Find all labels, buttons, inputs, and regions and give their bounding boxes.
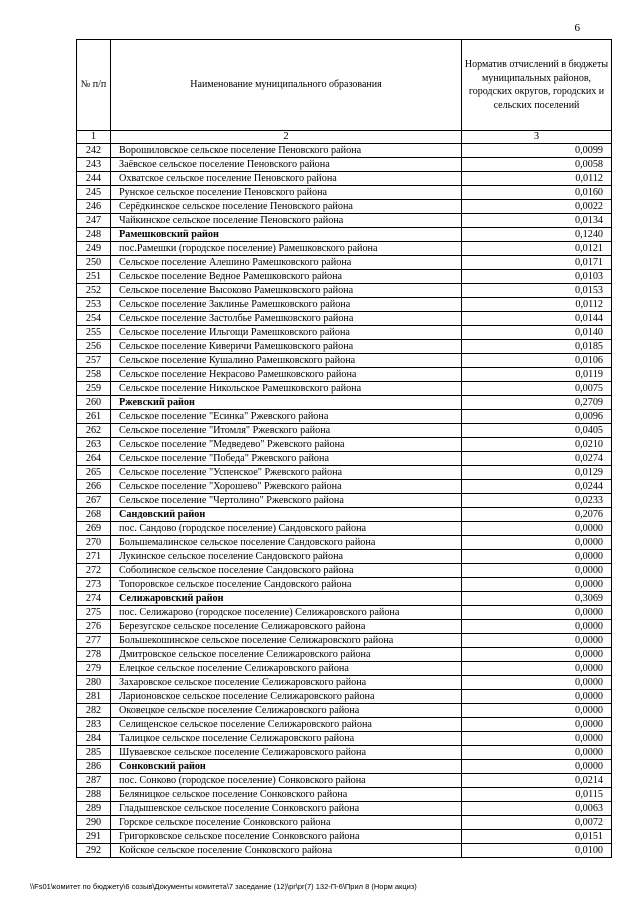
municipality-name: пос. Сонково (городское поселение) Сонковского района <box>111 774 462 788</box>
table-row <box>77 844 612 858</box>
municipality-name: Лукинское сельское поселение Сандовского района <box>111 550 462 564</box>
municipality-name: пос. Сандово (городское поселение) Сандовского района <box>111 522 462 536</box>
table-row <box>77 312 612 326</box>
municipality-name: Сельское поселение "Медведево" Ржевского района <box>111 438 462 452</box>
table-row <box>77 648 612 662</box>
municipality-name: Захаровское сельское поселение Селижаровского района <box>111 676 462 690</box>
normative-value: 0,0134 <box>462 214 612 228</box>
municipality-name: Дмитровское сельское поселение Селижаровского района <box>111 648 462 662</box>
column-number-row <box>77 131 612 144</box>
municipality-name: Большемалинское сельское поселение Сандовского района <box>111 536 462 550</box>
normative-value: 0,0000 <box>462 732 612 746</box>
normative-value: 0,0072 <box>462 816 612 830</box>
table-row <box>77 466 612 480</box>
municipality-name: пос.Рамешки (городское поселение) Рамешковского района <box>111 242 462 256</box>
municipality-name: Талицкое сельское поселение Селижаровского района <box>111 732 462 746</box>
normative-value: 0,0119 <box>462 368 612 382</box>
table-row <box>77 578 612 592</box>
table-row <box>77 368 612 382</box>
normative-value: 0,0000 <box>462 662 612 676</box>
municipality-name: Сельское поселение Алешино Рамешковского района <box>111 256 462 270</box>
table-row <box>77 606 612 620</box>
district-row <box>77 760 612 774</box>
municipality-name: Сельское поселение Заклинье Рамешковского района <box>111 298 462 312</box>
table-row <box>77 522 612 536</box>
normative-value: 0,0121 <box>462 242 612 256</box>
normative-value: 0,0000 <box>462 620 612 634</box>
municipality-name: Гладышевское сельское поселение Сонковского района <box>111 802 462 816</box>
table-row <box>77 452 612 466</box>
municipality-name: Сельское поселение Киверичи Рамешковского района <box>111 340 462 354</box>
municipality-name: Сельское поселение Ильгощи Рамешковского района <box>111 326 462 340</box>
normative-value: 0,0171 <box>462 256 612 270</box>
row-number: 267 <box>77 494 111 508</box>
table-row <box>77 242 612 256</box>
municipality-name: Григорковское сельское поселение Сонковского района <box>111 830 462 844</box>
normative-value: 0,0144 <box>462 312 612 326</box>
table-row <box>77 172 612 186</box>
table-row <box>77 214 612 228</box>
municipality-name: Койское сельское поселение Сонковского района <box>111 844 462 858</box>
row-number: 257 <box>77 354 111 368</box>
normative-value: 0,1240 <box>462 228 612 242</box>
row-number: 265 <box>77 466 111 480</box>
table-row <box>77 662 612 676</box>
row-number: 277 <box>77 634 111 648</box>
normative-value: 0,0210 <box>462 438 612 452</box>
normative-value: 0,0058 <box>462 158 612 172</box>
row-number: 270 <box>77 536 111 550</box>
municipality-name: Сельское поселение "Чертолино" Ржевского района <box>111 494 462 508</box>
municipality-name: Горское сельское поселение Сонковского района <box>111 816 462 830</box>
normatives-table <box>76 39 612 858</box>
row-number: 245 <box>77 186 111 200</box>
table-row <box>77 438 612 452</box>
table-row <box>77 200 612 214</box>
table-row <box>77 340 612 354</box>
municipality-name: Сельское поселение Никольское Рамешковского района <box>111 382 462 396</box>
table-row <box>77 480 612 494</box>
district-row <box>77 508 612 522</box>
municipality-name: Ржевский район <box>111 396 462 410</box>
normative-value: 0,0129 <box>462 466 612 480</box>
row-number: 289 <box>77 802 111 816</box>
municipality-name: пос. Селижарово (городское поселение) Селижаровского района <box>111 606 462 620</box>
row-number: 274 <box>77 592 111 606</box>
row-number: 271 <box>77 550 111 564</box>
table-row <box>77 410 612 424</box>
row-number: 251 <box>77 270 111 284</box>
normative-value: 0,0000 <box>462 690 612 704</box>
normative-value: 0,0214 <box>462 774 612 788</box>
row-number: 258 <box>77 368 111 382</box>
table-row <box>77 158 612 172</box>
normative-value: 0,0000 <box>462 606 612 620</box>
row-number: 264 <box>77 452 111 466</box>
table-row <box>77 746 612 760</box>
normative-value: 0,0153 <box>462 284 612 298</box>
column-number: 1 <box>77 131 111 144</box>
table-row <box>77 382 612 396</box>
municipality-name: Селищенское сельское поселение Селижаровского района <box>111 718 462 732</box>
normative-value: 0,0099 <box>462 144 612 158</box>
row-number: 261 <box>77 410 111 424</box>
municipality-name: Елецкое сельское поселение Селижаровского района <box>111 662 462 676</box>
normative-value: 0,0244 <box>462 480 612 494</box>
municipality-name: Сельское поселение "Есинка" Ржевского района <box>111 410 462 424</box>
municipality-name: Сельское поселение Высоково Рамешковского района <box>111 284 462 298</box>
normative-value: 0,0000 <box>462 634 612 648</box>
municipality-name: Селижаровский район <box>111 592 462 606</box>
row-number: 279 <box>77 662 111 676</box>
normative-value: 0,0000 <box>462 648 612 662</box>
municipality-name: Сельское поселение Ведное Рамешковского района <box>111 270 462 284</box>
table-header-row <box>77 40 612 131</box>
table-row <box>77 354 612 368</box>
district-row <box>77 396 612 410</box>
municipality-name: Беляницкое сельское поселение Сонковского района <box>111 788 462 802</box>
header-normative: Норматив отчислений в бюджеты муниципальных районов, городских округов, городских и сельских поселений <box>462 40 612 131</box>
table-row <box>77 298 612 312</box>
table-row <box>77 718 612 732</box>
row-number: 287 <box>77 774 111 788</box>
row-number: 285 <box>77 746 111 760</box>
normative-value: 0,3069 <box>462 592 612 606</box>
normative-value: 0,0100 <box>462 844 612 858</box>
row-number: 242 <box>77 144 111 158</box>
row-number: 259 <box>77 382 111 396</box>
row-number: 252 <box>77 284 111 298</box>
municipality-name: Шуваевское сельское поселение Селижаровского района <box>111 746 462 760</box>
row-number: 276 <box>77 620 111 634</box>
row-number: 284 <box>77 732 111 746</box>
municipality-name: Ларионовское сельское поселение Селижаровского района <box>111 690 462 704</box>
table-row <box>77 326 612 340</box>
table-row <box>77 270 612 284</box>
row-number: 278 <box>77 648 111 662</box>
normative-value: 0,0000 <box>462 746 612 760</box>
table-row <box>77 284 612 298</box>
page-number: 6 <box>574 22 580 34</box>
normative-value: 0,0022 <box>462 200 612 214</box>
municipality-name: Сельское поселение "Хорошево" Ржевского района <box>111 480 462 494</box>
row-number: 282 <box>77 704 111 718</box>
row-number: 268 <box>77 508 111 522</box>
row-number: 246 <box>77 200 111 214</box>
table-row <box>77 676 612 690</box>
normative-value: 0,0115 <box>462 788 612 802</box>
row-number: 272 <box>77 564 111 578</box>
row-number: 283 <box>77 718 111 732</box>
normative-value: 0,0096 <box>462 410 612 424</box>
row-number: 288 <box>77 788 111 802</box>
municipality-name: Охватское сельское поселение Пеновского района <box>111 172 462 186</box>
column-number: 3 <box>462 131 612 144</box>
table-row <box>77 494 612 508</box>
table-row <box>77 550 612 564</box>
row-number: 290 <box>77 816 111 830</box>
normative-value: 0,0063 <box>462 802 612 816</box>
normative-value: 0,0000 <box>462 578 612 592</box>
table-row <box>77 256 612 270</box>
normative-value: 0,0000 <box>462 536 612 550</box>
normative-value: 0,2709 <box>462 396 612 410</box>
normative-value: 0,0000 <box>462 550 612 564</box>
table-body <box>77 144 612 858</box>
normative-value: 0,0233 <box>462 494 612 508</box>
table-row <box>77 424 612 438</box>
municipality-name: Сельское поселение "Успенское" Ржевского района <box>111 466 462 480</box>
normative-value: 0,0106 <box>462 354 612 368</box>
row-number: 254 <box>77 312 111 326</box>
row-number: 253 <box>77 298 111 312</box>
table-row <box>77 830 612 844</box>
row-number: 262 <box>77 424 111 438</box>
row-number: 263 <box>77 438 111 452</box>
normative-value: 0,0185 <box>462 340 612 354</box>
table-row <box>77 774 612 788</box>
municipality-name: Серёдкинское сельское поселение Пеновского района <box>111 200 462 214</box>
row-number: 250 <box>77 256 111 270</box>
column-number: 2 <box>111 131 462 144</box>
district-row <box>77 228 612 242</box>
table-row <box>77 788 612 802</box>
municipality-name: Заёвское сельское поселение Пеновского района <box>111 158 462 172</box>
municipality-name: Рунское сельское поселение Пеновского района <box>111 186 462 200</box>
municipality-name: Оковецкое сельское поселение Селижаровского района <box>111 704 462 718</box>
normative-value: 0,0000 <box>462 676 612 690</box>
row-number: 248 <box>77 228 111 242</box>
normative-value: 0,0103 <box>462 270 612 284</box>
municipality-name: Сонковский район <box>111 760 462 774</box>
normative-value: 0,0274 <box>462 452 612 466</box>
table-row <box>77 704 612 718</box>
table-row <box>77 816 612 830</box>
normative-value: 0,0140 <box>462 326 612 340</box>
municipality-name: Чайкинское сельское поселение Пеновского района <box>111 214 462 228</box>
row-number: 286 <box>77 760 111 774</box>
row-number: 280 <box>77 676 111 690</box>
municipality-name: Сельское поселение "Итомля" Ржевского района <box>111 424 462 438</box>
table-row <box>77 802 612 816</box>
header-municipality-name: Наименование муниципального образования <box>111 40 462 131</box>
normative-value: 0,0405 <box>462 424 612 438</box>
normative-value: 0,0151 <box>462 830 612 844</box>
table-row <box>77 620 612 634</box>
row-number: 244 <box>77 172 111 186</box>
table-row <box>77 186 612 200</box>
row-number: 249 <box>77 242 111 256</box>
municipality-name: Сельское поселение Застолбье Рамешковского района <box>111 312 462 326</box>
footer-file-path: \\Fs01\комитет по бюджету\6 созыв\Документы комитета\7 заседание (12)\pr\pr(7) 132-П-6\Прил 8 (Норм акциз) <box>30 882 417 891</box>
normative-value: 0,0112 <box>462 172 612 186</box>
row-number: 291 <box>77 830 111 844</box>
normative-value: 0,2076 <box>462 508 612 522</box>
normative-value: 0,0075 <box>462 382 612 396</box>
row-number: 269 <box>77 522 111 536</box>
table-row <box>77 564 612 578</box>
row-number: 273 <box>77 578 111 592</box>
municipality-name: Ворошиловское сельское поселение Пеновского района <box>111 144 462 158</box>
table-row <box>77 690 612 704</box>
row-number: 266 <box>77 480 111 494</box>
municipality-name: Большекошинское сельское поселение Селижаровского района <box>111 634 462 648</box>
normative-value: 0,0112 <box>462 298 612 312</box>
row-number: 256 <box>77 340 111 354</box>
row-number: 243 <box>77 158 111 172</box>
normative-value: 0,0000 <box>462 718 612 732</box>
municipality-name: Сельское поселение Кушалино Рамешковского района <box>111 354 462 368</box>
row-number: 255 <box>77 326 111 340</box>
row-number: 281 <box>77 690 111 704</box>
normative-value: 0,0000 <box>462 522 612 536</box>
table-row <box>77 732 612 746</box>
normative-value: 0,0000 <box>462 760 612 774</box>
row-number: 260 <box>77 396 111 410</box>
normative-value: 0,0000 <box>462 564 612 578</box>
table-row <box>77 634 612 648</box>
municipality-name: Соболинское сельское поселение Сандовского района <box>111 564 462 578</box>
table-row <box>77 144 612 158</box>
municipality-name: Топоровское сельское поселение Сандовского района <box>111 578 462 592</box>
row-number: 275 <box>77 606 111 620</box>
row-number: 292 <box>77 844 111 858</box>
district-row <box>77 592 612 606</box>
normative-value: 0,0000 <box>462 704 612 718</box>
row-number: 247 <box>77 214 111 228</box>
municipality-name: Березугское сельское поселение Селижаровского района <box>111 620 462 634</box>
municipality-name: Рамешковский район <box>111 228 462 242</box>
municipality-name: Сельское поселение Некрасово Рамешковского района <box>111 368 462 382</box>
municipality-name: Сельское поселение "Победа" Ржевского района <box>111 452 462 466</box>
header-row-number: № п/п <box>77 40 111 131</box>
table-row <box>77 536 612 550</box>
normative-value: 0,0160 <box>462 186 612 200</box>
municipality-name: Сандовский район <box>111 508 462 522</box>
